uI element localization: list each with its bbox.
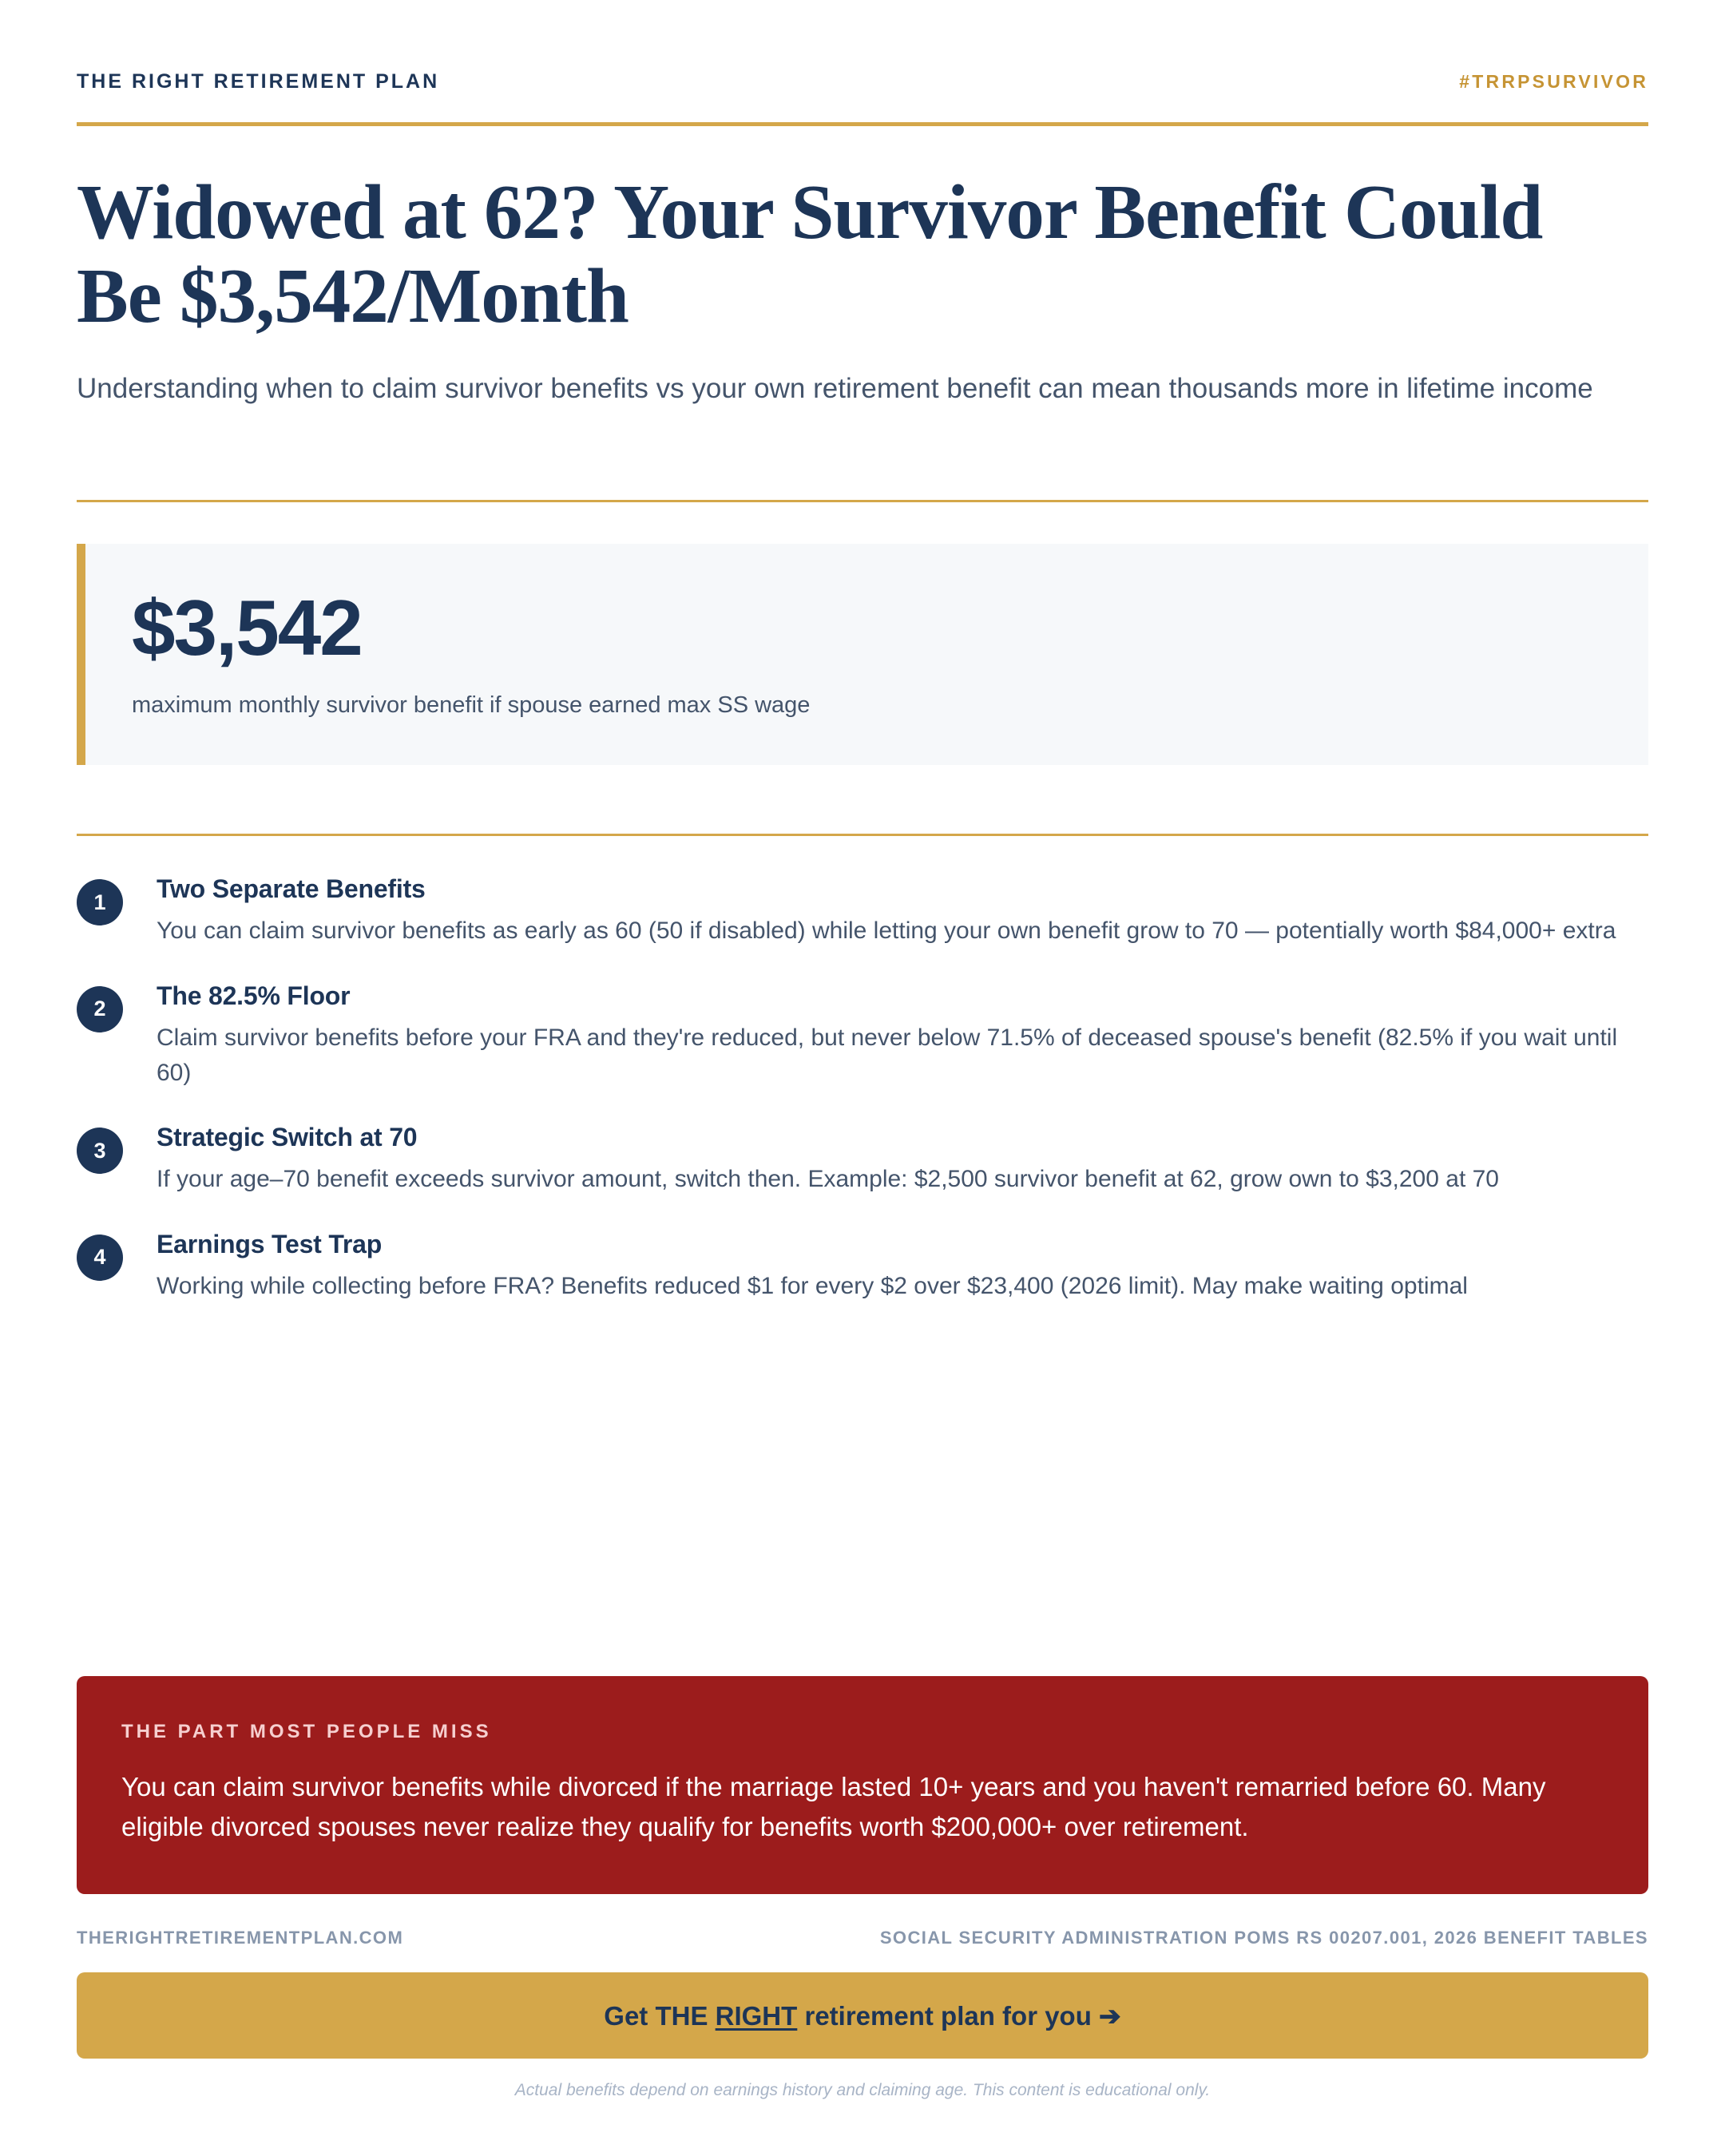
cta-prefix: Get THE xyxy=(604,2000,716,2031)
point-number-badge: 4 xyxy=(77,1235,123,1281)
page-title: Widowed at 62? Your Survivor Benefit Could Be $3,542/Month xyxy=(77,169,1543,339)
stat-value: $3,542 xyxy=(132,584,362,672)
cta-suffix: retirement plan for you ➔ xyxy=(797,2000,1121,2031)
cta-emphasis: RIGHT xyxy=(715,2000,798,2031)
callout-label: THE PART MOST PEOPLE MISS xyxy=(121,1721,492,1742)
point-body xyxy=(157,1230,1648,1304)
title-divider-wrap xyxy=(77,471,1648,502)
list-item xyxy=(77,874,1648,949)
cta-button[interactable] xyxy=(77,1972,1648,2059)
list-item xyxy=(77,1123,1648,1197)
stat-divider-wrap xyxy=(77,805,1648,836)
list-item xyxy=(77,1230,1648,1304)
campaign-hashtag: #TRRPSURVIVOR xyxy=(1459,71,1648,92)
disclaimer-text: Actual benefits depend on earnings history and claiming age. This content is educational only. xyxy=(514,2081,1211,2099)
callout-box xyxy=(77,1676,1648,1894)
point-number-badge: 3 xyxy=(77,1128,123,1174)
title-block xyxy=(77,126,1648,409)
stat-card xyxy=(77,544,1648,765)
page-subtitle: Understanding when to claim survivor benefits vs your own retirement benefit can mean thousands more in lifetime income xyxy=(77,372,1593,404)
point-body xyxy=(157,981,1648,1092)
cta-label xyxy=(604,2000,1120,2031)
point-title: The 82.5% Floor xyxy=(157,981,351,1010)
point-body xyxy=(157,874,1648,949)
point-title: Earnings Test Trap xyxy=(157,1229,383,1258)
callout-line-1: You can claim survivor benefits while divorced if the marriage lasted 10+ years and you haven't remarried before 60. xyxy=(121,1772,1474,1801)
point-body xyxy=(157,1123,1648,1197)
point-text: You can claim survivor benefits as early as 60 (50 if disabled) while letting your own benefit grow to 70 — potentially worth $84,000+ extra xyxy=(157,917,1616,945)
title-divider xyxy=(77,500,1648,502)
point-title: Two Separate Benefits xyxy=(157,874,426,904)
point-text: If your age–70 benefit exceeds survivor amount, switch then. Example: $2,500 survivor benefit at 62, grow own to $3,200 at 70 xyxy=(157,1166,1499,1193)
footer-website[interactable]: THERIGHTRETIREMENTPLAN.COM xyxy=(77,1928,404,1948)
point-text: Working while collecting before FRA? Benefits reduced $1 for every $2 over $23,400 (2026 limit). May make waiting optimal xyxy=(157,1272,1468,1299)
brand-name: THE RIGHT RETIREMENT PLAN xyxy=(77,70,440,93)
point-number-badge: 2 xyxy=(77,986,123,1032)
point-title: Strategic Switch at 70 xyxy=(157,1123,418,1152)
callout-text xyxy=(121,1767,1604,1846)
masthead xyxy=(77,0,1648,93)
key-points-list xyxy=(77,874,1648,1304)
footer-meta xyxy=(77,1928,1648,1948)
point-number-badge: 1 xyxy=(77,879,123,925)
point-text: Claim survivor benefits before your FRA and they're reduced, but never below 71.5% of deceased spouse's benefit (82.5% if you wait until 60) xyxy=(157,1024,1618,1087)
layout-spacer xyxy=(77,1304,1648,1676)
list-item xyxy=(77,981,1648,1092)
stat-divider xyxy=(77,834,1648,836)
footer-source: SOCIAL SECURITY ADMINISTRATION POMS RS 00207.001, 2026 BENEFIT TABLES xyxy=(879,1928,1648,1948)
callout-line-2: Many eligible divorced spouses never realize they qualify for benefits worth $200,000+ over retirement. xyxy=(121,1772,1546,1841)
stat-label: maximum monthly survivor benefit if spouse earned max SS wage xyxy=(132,692,811,719)
